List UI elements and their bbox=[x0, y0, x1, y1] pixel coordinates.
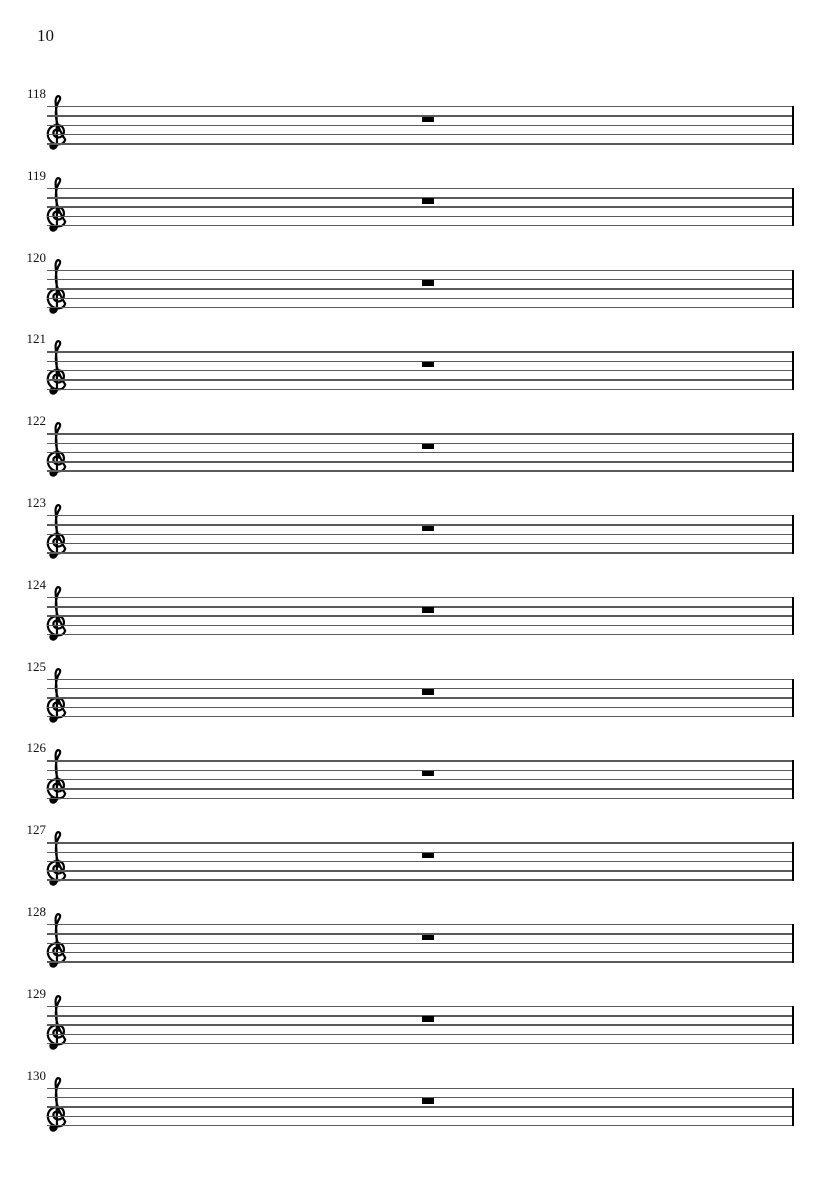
staff-line bbox=[47, 606, 794, 607]
measure-number: 126 bbox=[26, 740, 46, 756]
staff-line bbox=[47, 543, 794, 544]
staff-line bbox=[47, 1116, 794, 1117]
whole-rest-icon bbox=[422, 935, 434, 941]
measure-number: 120 bbox=[26, 249, 46, 265]
barline bbox=[792, 1088, 794, 1127]
staff-system bbox=[0, 986, 835, 1058]
barline bbox=[792, 515, 794, 554]
measure-number: 127 bbox=[26, 822, 46, 838]
staff-line bbox=[47, 206, 794, 207]
staff-line bbox=[47, 870, 794, 871]
whole-rest-icon bbox=[422, 607, 434, 613]
staff-system bbox=[0, 495, 835, 567]
staff-line bbox=[47, 760, 794, 761]
staff-system bbox=[0, 822, 835, 894]
measure-number: 122 bbox=[26, 413, 46, 429]
staff-line bbox=[47, 433, 794, 434]
staff-system bbox=[0, 86, 835, 158]
staff-line bbox=[47, 634, 794, 635]
staff-line bbox=[47, 270, 794, 271]
staff-line bbox=[47, 933, 794, 934]
staff-line bbox=[47, 1015, 794, 1016]
whole-rest-icon bbox=[422, 198, 434, 204]
whole-rest-icon bbox=[422, 1098, 434, 1104]
staff-line bbox=[47, 879, 794, 880]
staff-line bbox=[47, 924, 794, 925]
barline bbox=[792, 760, 794, 799]
whole-rest-icon bbox=[422, 444, 434, 450]
staff-line bbox=[47, 225, 794, 226]
whole-rest-icon bbox=[422, 853, 434, 859]
staff-line bbox=[47, 288, 794, 289]
staff-system bbox=[0, 331, 835, 403]
measure-number: 123 bbox=[26, 495, 46, 510]
staff-line bbox=[47, 351, 794, 352]
staff-line bbox=[47, 961, 794, 962]
staff-line bbox=[47, 615, 794, 616]
barline bbox=[792, 842, 794, 881]
staff-line bbox=[47, 679, 794, 680]
staff-line bbox=[47, 1088, 794, 1089]
staff-line bbox=[47, 788, 794, 789]
staff-system bbox=[0, 250, 835, 322]
staff-line bbox=[47, 307, 794, 308]
whole-rest-icon bbox=[422, 117, 434, 123]
measure-number: 121 bbox=[26, 331, 46, 347]
staff-line bbox=[47, 842, 794, 843]
staff-system bbox=[0, 904, 835, 976]
staff-line bbox=[47, 524, 794, 525]
whole-rest-icon bbox=[422, 526, 434, 532]
barline bbox=[792, 679, 794, 718]
staff-system bbox=[0, 413, 835, 485]
staff-line bbox=[47, 707, 794, 708]
page-number: 10 bbox=[37, 26, 54, 45]
staff-line bbox=[47, 1106, 794, 1107]
measure-number: 128 bbox=[26, 904, 46, 919]
staff-line bbox=[47, 452, 794, 453]
barline bbox=[792, 188, 794, 227]
staff-line bbox=[47, 279, 794, 280]
staff-line bbox=[47, 188, 794, 189]
staff-line bbox=[47, 534, 794, 535]
staff-line bbox=[47, 515, 794, 516]
staff-system bbox=[0, 1068, 835, 1140]
whole-rest-icon bbox=[422, 362, 434, 368]
staff-line bbox=[47, 298, 794, 299]
staff-line bbox=[47, 625, 794, 626]
barline bbox=[792, 1006, 794, 1045]
measure-number: 124 bbox=[26, 576, 46, 592]
staff-line bbox=[47, 470, 794, 471]
staff-line bbox=[47, 1043, 794, 1044]
staff-line bbox=[47, 952, 794, 953]
staff-line bbox=[47, 798, 794, 799]
staff-line bbox=[47, 216, 794, 217]
whole-rest-icon bbox=[422, 689, 434, 695]
staff-line bbox=[47, 1125, 794, 1126]
staff-line bbox=[47, 443, 794, 444]
staff-line bbox=[47, 716, 794, 717]
measure-number: 129 bbox=[26, 985, 46, 1001]
measure-number: 125 bbox=[26, 658, 46, 674]
whole-rest-icon bbox=[422, 1016, 434, 1022]
whole-rest-icon bbox=[422, 280, 434, 286]
staff-line bbox=[47, 852, 794, 853]
staff-line bbox=[47, 379, 794, 380]
measure-number: 119 bbox=[26, 167, 46, 183]
staff-line bbox=[47, 125, 794, 126]
staff-line bbox=[47, 697, 794, 698]
staff-line bbox=[47, 1024, 794, 1025]
barline bbox=[792, 351, 794, 390]
staff-line bbox=[47, 361, 794, 362]
barline bbox=[792, 106, 794, 145]
measure-number: 118 bbox=[26, 86, 46, 101]
staff-line bbox=[47, 389, 794, 390]
staff-line bbox=[47, 552, 794, 553]
staff-line bbox=[47, 115, 794, 116]
staff-system bbox=[0, 740, 835, 812]
staff-line bbox=[47, 770, 794, 771]
staff-line bbox=[47, 143, 794, 144]
measure-number: 130 bbox=[26, 1067, 46, 1083]
whole-rest-icon bbox=[422, 771, 434, 777]
staff-line bbox=[47, 197, 794, 198]
barline bbox=[792, 270, 794, 309]
staff-system bbox=[0, 168, 835, 240]
staff-line bbox=[47, 779, 794, 780]
barline bbox=[792, 924, 794, 963]
staff-line bbox=[47, 597, 794, 598]
staff-line bbox=[47, 370, 794, 371]
staff-line bbox=[47, 943, 794, 944]
staff-line bbox=[47, 134, 794, 135]
staff-line bbox=[47, 1006, 794, 1007]
barline bbox=[792, 597, 794, 636]
staff-line bbox=[47, 461, 794, 462]
staff-line bbox=[47, 861, 794, 862]
staff-line bbox=[47, 106, 794, 107]
barline bbox=[792, 433, 794, 472]
staff-system bbox=[0, 577, 835, 649]
staff-line bbox=[47, 1034, 794, 1035]
staff-system bbox=[0, 659, 835, 731]
staff-line bbox=[47, 688, 794, 689]
staff-line bbox=[47, 1097, 794, 1098]
